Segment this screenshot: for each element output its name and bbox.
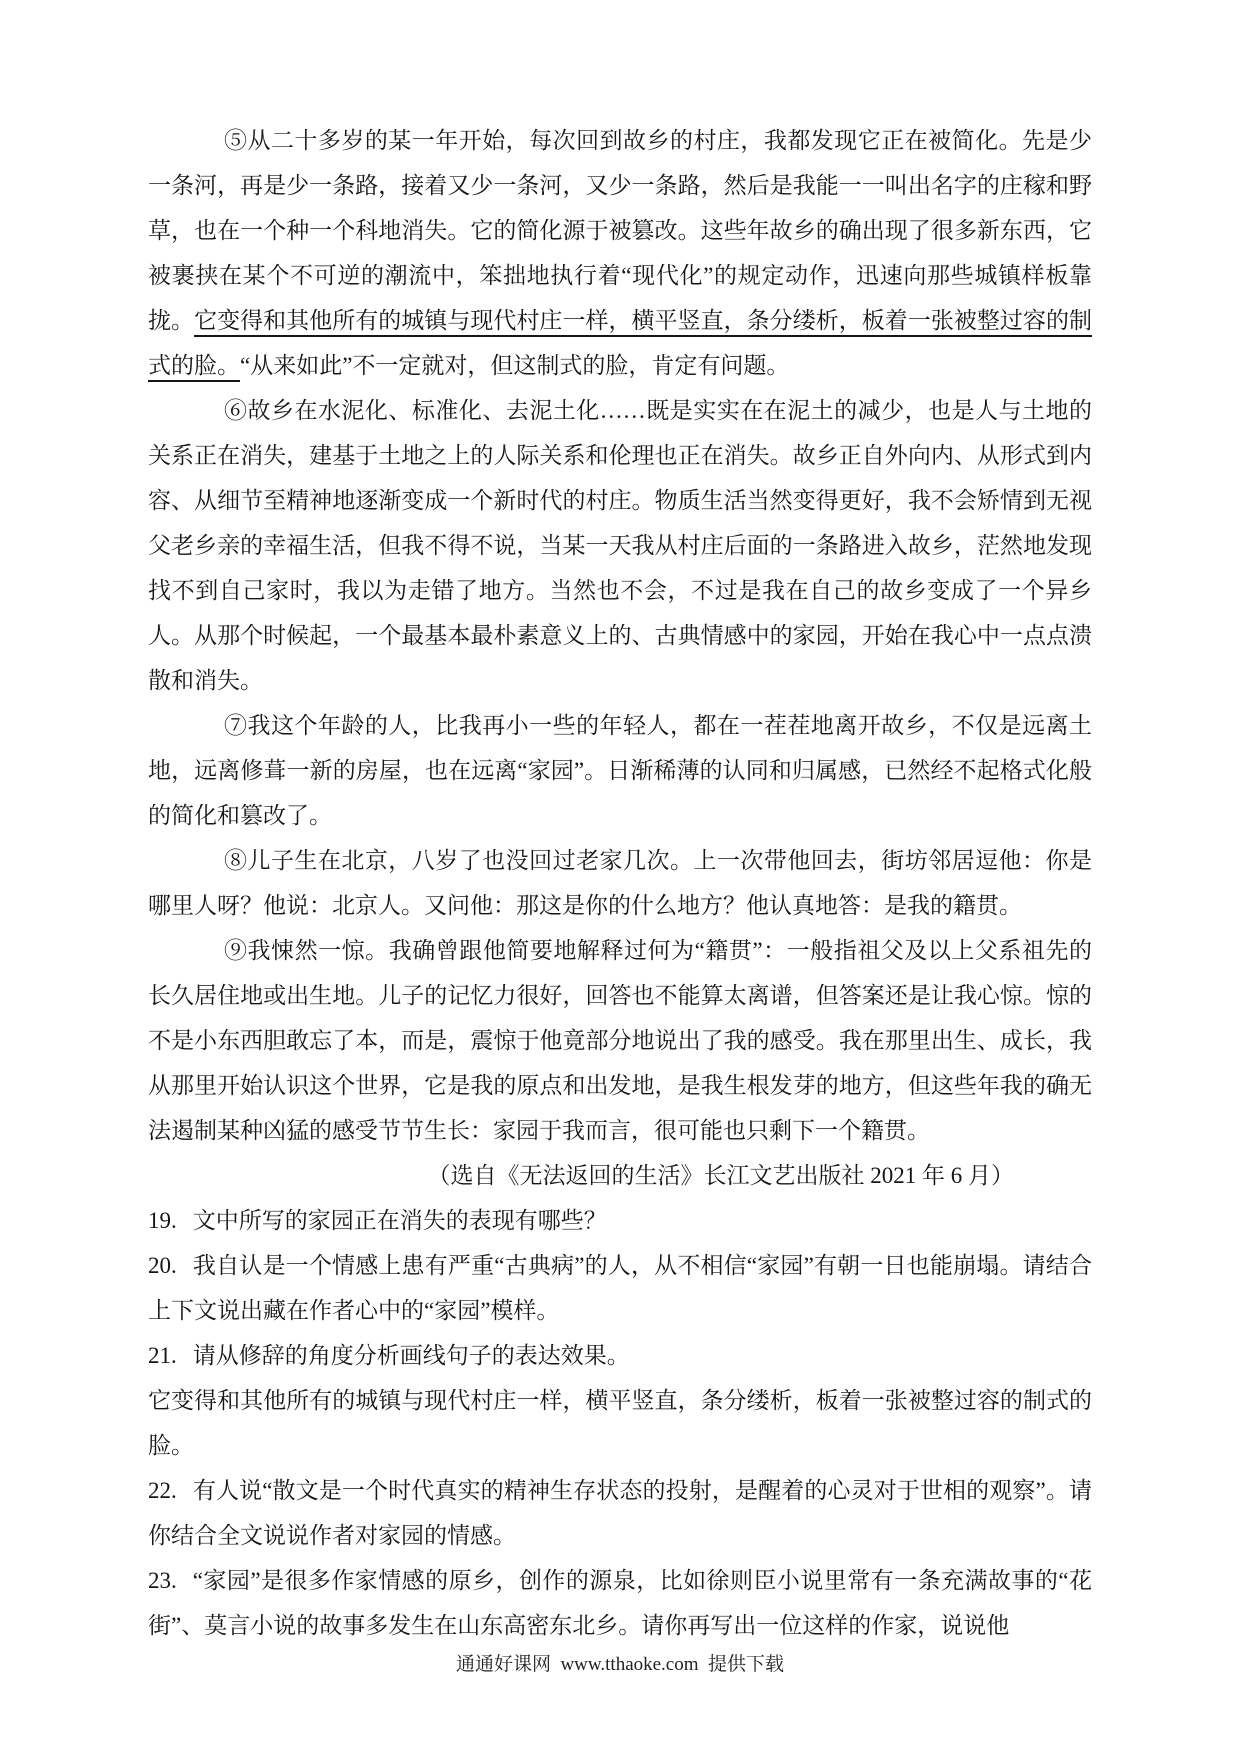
question-number: 23.: [148, 1568, 177, 1593]
question-22: [148, 1468, 1092, 1558]
question-number: 19.: [148, 1208, 177, 1233]
passage-text: ⑧儿子生在北京，八岁了也没回过老家几次。上一次带他回去，街坊邻居逗他：你是哪里人呀？他说：北京人。又问他：那这是你的什么地方？他认真地答：是我的籍贯。: [148, 848, 1092, 918]
para-8: [148, 838, 1092, 928]
question-19: [148, 1198, 1092, 1243]
para-7: [148, 703, 1092, 838]
page-footer: 通通好课网 www.tthaoke.com 提供下载: [455, 1654, 785, 1675]
question-number: 22.: [148, 1478, 177, 1503]
passage-text: ⑦我这个年龄的人，比我再小一些的年轻人，都在一茬茬地离开故乡，不仅是远离土地，远离修葺一新的房屋，也在远离“家园”。日渐稀薄的认同和归属感，已然经不起格式化般的简化和篡改了。: [148, 713, 1092, 828]
question-text: 文中所写的家园正在消失的表现有哪些？: [192, 1208, 607, 1233]
question-text: 我自认是一个情感上患有严重“古典病”的人，从不相信“家园”有朝一日也能崩塌。请结合上下文说出藏在作者心中的“家园”模样。: [148, 1253, 1092, 1323]
question-21: [148, 1333, 1092, 1378]
passage-text: “从来如此”不一定就对，但这制式的脸，肯定有问题。: [240, 353, 790, 378]
source-attribution: （选自《无法返回的生活》长江文艺出版社 2021 年 6 月）: [427, 1163, 1014, 1188]
question-text: 请从修辞的角度分析画线句子的表达效果。: [192, 1343, 630, 1368]
question-23: [148, 1558, 1092, 1648]
underlined-sentence: 它变得和其他所有的城镇与现代村庄一样，横平竖直，条分缕析，板着一张被整过容的制式的脸。: [148, 308, 1093, 378]
exam-content: [148, 118, 1092, 1648]
passage-text: ⑨我悚然一惊。我确曾跟他简要地解释过何为“籍贯”：一般指祖父及以上父系祖先的长久居住地或出生地。儿子的记忆力很好，回答也不能算太离谱，但答案还是让我心惊。惊的不是小东西胆敢忘了本，而是，震惊于他竟部分地说出了我的感受。我在那里出生、成长，我从那里开始认识这个世界，它是我的原点和出发地，是我生根发芽的地方，但这些年我的确无法遏制某种凶猛的感受节节生长：家园于我而言，很可能也只剩下一个籍贯。: [148, 938, 1092, 1143]
para-6: [148, 388, 1092, 703]
question-text: “家园”是很多作家情感的原乡，创作的源泉，比如徐则臣小说里常有一条充满故事的“花街”、莫言小说的故事多发生在山东高密东北乡。请你再写出一位这样的作家，说说他: [148, 1568, 1092, 1638]
question-number: 20.: [148, 1253, 177, 1278]
question-number: 21.: [148, 1343, 177, 1368]
passage-text: ⑤从二十多岁的某一年开始，每次回到故乡的村庄，我都发现它正在被简化。先是少一条河，再是少一条路，接着又少一条河，又少一条路，然后是我能一一叫出名字的庄稼和野草，也在一个种一个科地消失。它的简化源于被篡改。这些年故乡的确出现了很多新东西，它被裹挟在某个不可逆的潮流中，笨拙地执行着“现代化”的规定动作，迅速向那些城镇样板靠拢。: [148, 128, 1092, 333]
question-list: [148, 1198, 1092, 1648]
para-9: [148, 928, 1092, 1153]
question-20: [148, 1243, 1092, 1333]
question-text: 有人说“散文是一个时代真实的精神生存状态的投射，是醒着的心灵对于世相的观察”。请你结合全文说说作者对家园的情感。: [148, 1478, 1092, 1548]
question-21-quoted-sentence: 它变得和其他所有的城镇与现代村庄一样，横平竖直，条分缕析，板着一张被整过容的制式的脸。: [148, 1388, 1092, 1458]
passage-text: ⑥故乡在水泥化、标准化、去泥土化……既是实实在在泥土的减少，也是人与土地的关系正在消失，建基于土地之上的人际关系和伦理也正在消失。故乡正自外向内、从形式到内容、从细节至精神地逐渐变成一个新时代的村庄。物质生活当然变得更好，我不会矫情到无视父老乡亲的幸福生活，但我不得不说，当某一天我从村庄后面的一条路进入故乡，茫然地发现找不到自己家时，我以为走错了地方。当然也不会，不过是我在自己的故乡变成了一个异乡人。从那个时候起，一个最基本最朴素意义上的、古典情感中的家园，开始在我心中一点点溃散和消失。: [148, 398, 1092, 693]
para-5: [148, 118, 1092, 388]
passage-paragraphs: [148, 118, 1092, 1153]
